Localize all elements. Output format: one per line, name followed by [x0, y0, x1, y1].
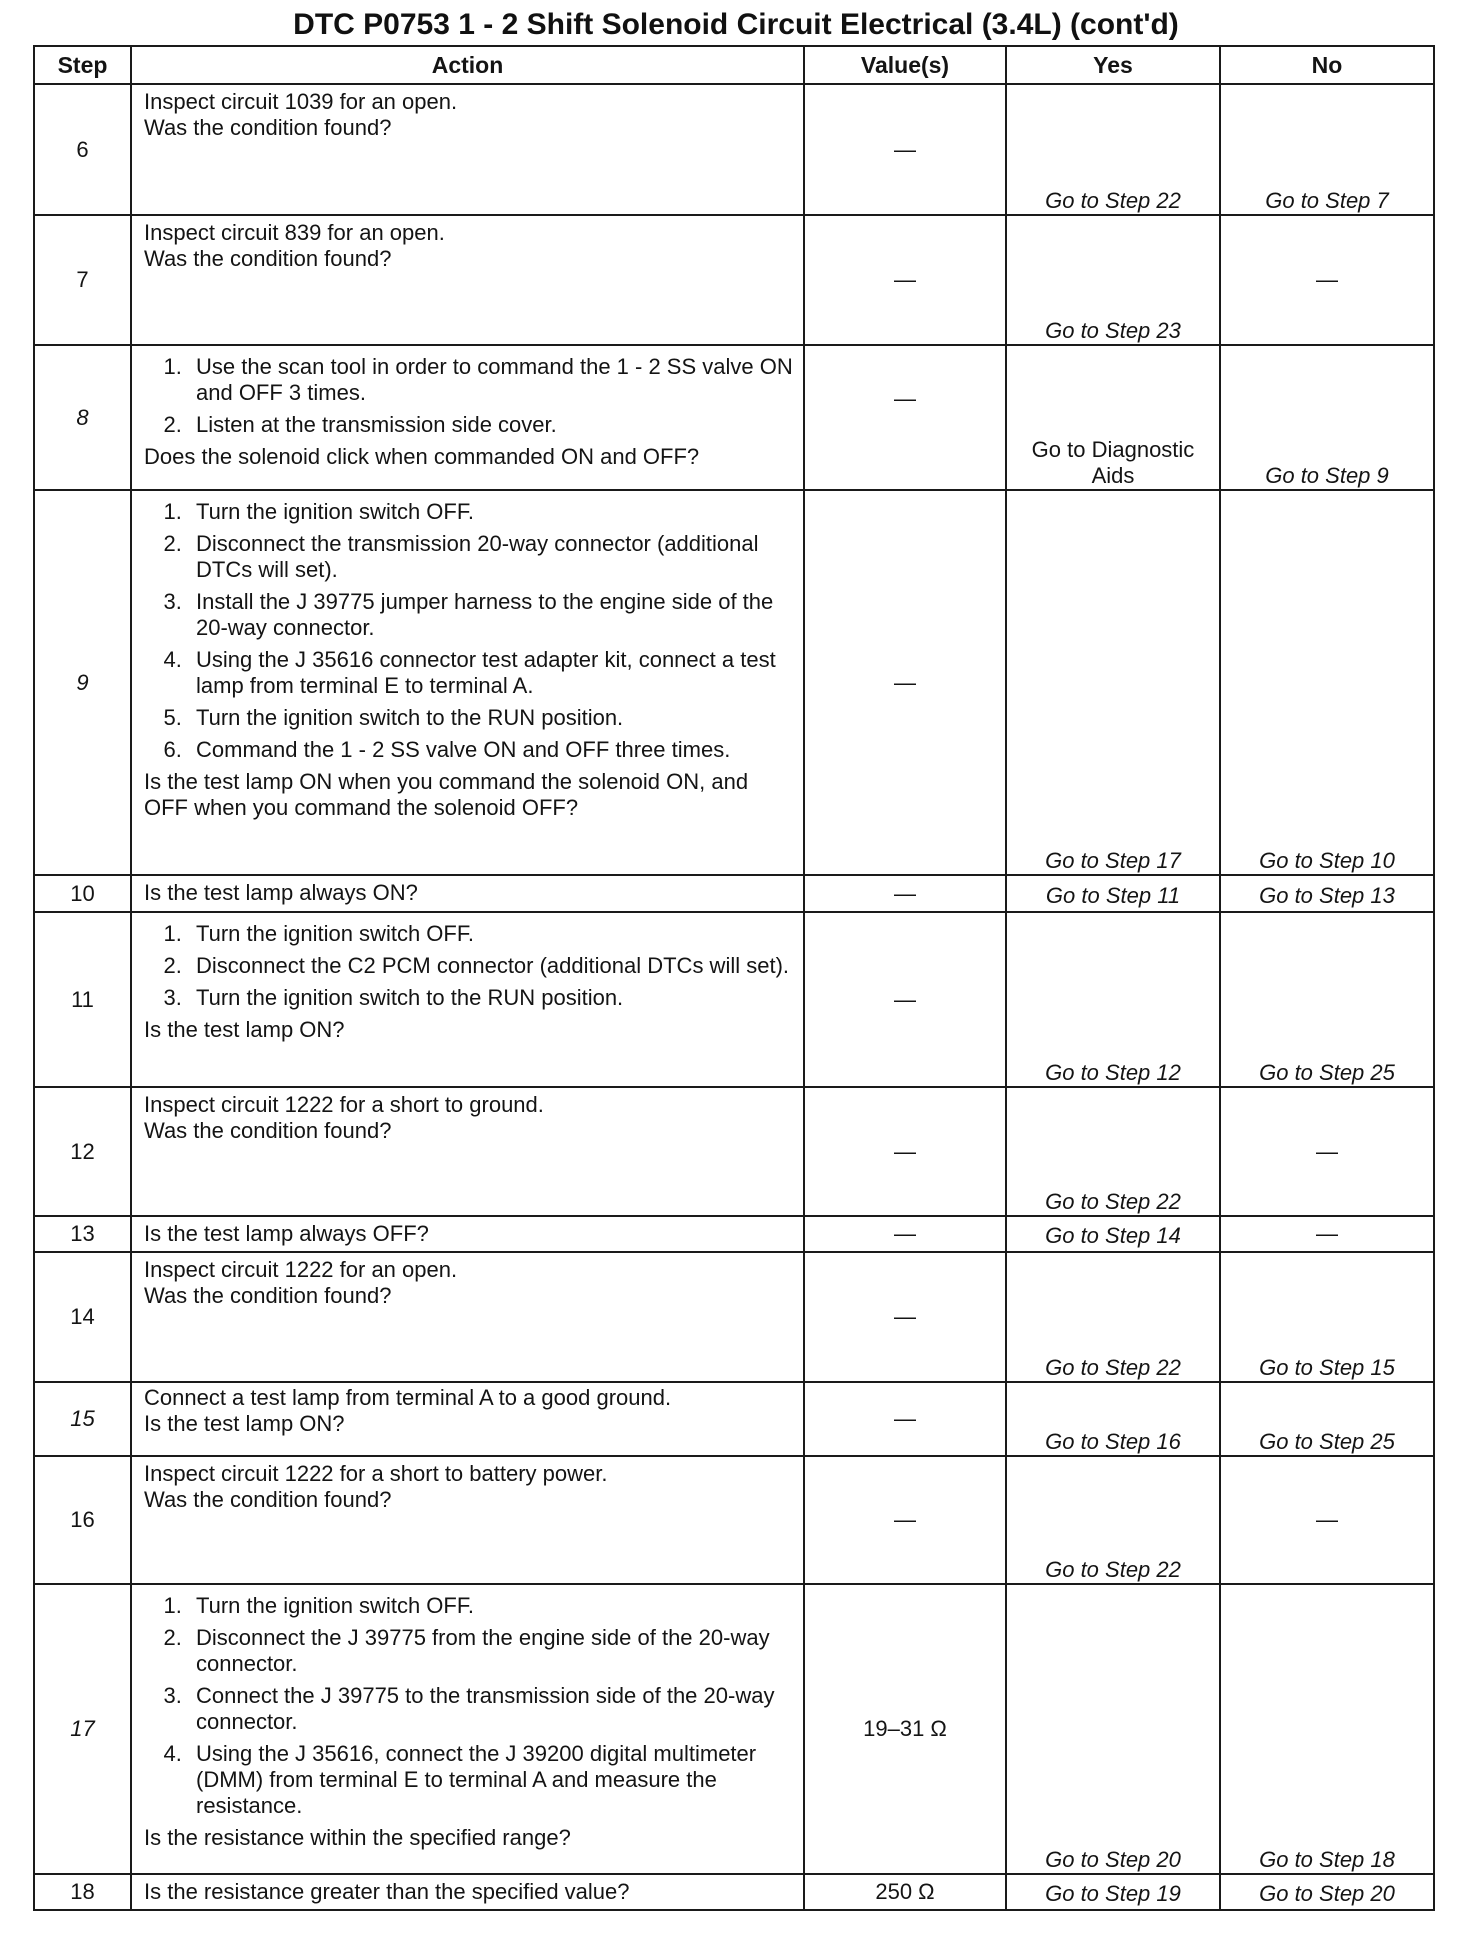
action-step-item: 1. Turn the ignition switch OFF.: [188, 499, 793, 525]
yes-cell: Go to Step 22: [1006, 1087, 1220, 1216]
step-number: 13: [34, 1216, 131, 1252]
yes-cell: Go to Step 11: [1006, 875, 1220, 912]
value-cell: —: [804, 1087, 1006, 1216]
action-cell: [131, 1087, 804, 1216]
action-step-item: 4. Using the J 35616 connector test adapter kit, connect a test lamp from terminal E to terminal A.: [188, 647, 793, 699]
yes-cell: Go to Step 22: [1006, 1456, 1220, 1584]
yes-cell: Go to Step 12: [1006, 912, 1220, 1087]
action-steps: [144, 921, 793, 1017]
no-cell: —: [1220, 1216, 1434, 1252]
action-cell: [131, 1874, 804, 1910]
table-row: [34, 1216, 1434, 1252]
action-step-item: 2. Disconnect the J 39775 from the engine side of the 20-way connector.: [188, 1625, 793, 1677]
step-number: 8: [34, 345, 131, 490]
table-row: [34, 1382, 1434, 1456]
action-question: Was the condition found?: [144, 115, 392, 140]
no-cell: —: [1220, 215, 1434, 345]
action-cell: [131, 912, 804, 1087]
table-row: [34, 215, 1434, 345]
action-cell: [131, 875, 804, 912]
action-question: Was the condition found?: [144, 1487, 392, 1512]
yes-cell: Go to Step 14: [1006, 1216, 1220, 1252]
yes-cell: Go to Step 19: [1006, 1874, 1220, 1910]
no-cell: —: [1220, 1087, 1434, 1216]
table-header-row: [34, 46, 1434, 84]
step-number: 6: [34, 84, 131, 215]
action-step-item: 3. Install the J 39775 jumper harness to the engine side of the 20-way connector.: [188, 589, 793, 641]
action-step-item: 2. Listen at the transmission side cover.: [188, 412, 793, 438]
no-cell: Go to Step 18: [1220, 1584, 1434, 1874]
value-cell: —: [804, 1382, 1006, 1456]
action-steps: [144, 499, 793, 769]
no-cell: Go to Step 15: [1220, 1252, 1434, 1382]
action-cell: [131, 1584, 804, 1874]
action-question: Is the test lamp always OFF?: [144, 1221, 429, 1246]
action-question: Was the condition found?: [144, 1118, 392, 1143]
action-question: Is the resistance greater than the specified value?: [144, 1879, 630, 1904]
no-cell: Go to Step 10: [1220, 490, 1434, 875]
action-text: Inspect circuit 839 for an open.: [144, 220, 445, 245]
no-cell: —: [1220, 1456, 1434, 1584]
action-cell: [131, 490, 804, 875]
header-no: No: [1220, 46, 1434, 84]
action-cell: [131, 1252, 804, 1382]
step-number: 18: [34, 1874, 131, 1910]
yes-cell: Go to Step 20: [1006, 1584, 1220, 1874]
action-steps: [144, 1593, 793, 1825]
step-number: 12: [34, 1087, 131, 1216]
value-cell: —: [804, 912, 1006, 1087]
action-cell: [131, 215, 804, 345]
action-step-item: 2. Disconnect the transmission 20-way connector (additional DTCs will set).: [188, 531, 793, 583]
value-cell: —: [804, 345, 1006, 490]
action-question: Is the resistance within the specified range?: [144, 1825, 571, 1850]
step-number: 15: [34, 1382, 131, 1456]
step-number: 14: [34, 1252, 131, 1382]
yes-cell: Go to Step 23: [1006, 215, 1220, 345]
action-step-item: 6. Command the 1 - 2 SS valve ON and OFF three times.: [188, 737, 793, 763]
table-row: [34, 345, 1434, 490]
step-number: 9: [34, 490, 131, 875]
table-row: [34, 1456, 1434, 1584]
value-cell: —: [804, 215, 1006, 345]
action-text: Inspect circuit 1222 for a short to battery power.: [144, 1461, 608, 1486]
yes-cell: Go to Step 17: [1006, 490, 1220, 875]
action-text: Inspect circuit 1039 for an open.: [144, 89, 458, 114]
table-row: [34, 875, 1434, 912]
action-cell: [131, 1216, 804, 1252]
action-step-item: 5. Turn the ignition switch to the RUN position.: [188, 705, 793, 731]
table-row: [34, 1252, 1434, 1382]
action-question: Is the test lamp always ON?: [144, 880, 418, 905]
value-cell: —: [804, 490, 1006, 875]
action-cell: [131, 345, 804, 490]
table-row: [34, 912, 1434, 1087]
header-step: Step: [34, 46, 131, 84]
value-cell: 19–31 Ω: [804, 1584, 1006, 1874]
table-row: [34, 490, 1434, 875]
value-cell: —: [804, 1456, 1006, 1584]
action-cell: [131, 84, 804, 215]
action-step-item: 4. Using the J 35616, connect the J 39200 digital multimeter (DMM) from terminal E to terminal A and measure the resistance.: [188, 1741, 793, 1819]
value-cell: 250 Ω: [804, 1874, 1006, 1910]
value-cell: —: [804, 84, 1006, 215]
table-row: [34, 1874, 1434, 1910]
table-row: [34, 1584, 1434, 1874]
action-cell: [131, 1456, 804, 1584]
action-step-item: 1. Turn the ignition switch OFF.: [188, 921, 793, 947]
action-steps: [144, 354, 793, 444]
step-number: 11: [34, 912, 131, 1087]
action-step-item: 3. Turn the ignition switch to the RUN position.: [188, 985, 793, 1011]
step-number: 10: [34, 875, 131, 912]
yes-cell: Go to Diagnostic Aids: [1006, 345, 1220, 490]
action-question: Is the test lamp ON when you command the solenoid ON, and OFF when you command the solenoid OFF?: [144, 769, 749, 820]
action-step-item: 3. Connect the J 39775 to the transmission side of the 20-way connector.: [188, 1683, 793, 1735]
no-cell: Go to Step 25: [1220, 1382, 1434, 1456]
value-cell: —: [804, 1252, 1006, 1382]
action-step-item: 2. Disconnect the C2 PCM connector (additional DTCs will set).: [188, 953, 793, 979]
action-text: Connect a test lamp from terminal A to a good ground.: [144, 1385, 672, 1410]
action-question: Is the test lamp ON?: [144, 1411, 345, 1436]
action-question: Is the test lamp ON?: [144, 1017, 345, 1042]
diagnostic-table: [33, 45, 1435, 1911]
no-cell: Go to Step 20: [1220, 1874, 1434, 1910]
header-action: Action: [131, 46, 804, 84]
step-number: 17: [34, 1584, 131, 1874]
action-question: Was the condition found?: [144, 246, 392, 271]
action-question: Was the condition found?: [144, 1283, 392, 1308]
yes-cell: Go to Step 22: [1006, 1252, 1220, 1382]
yes-cell: Go to Step 22: [1006, 84, 1220, 215]
page-title: DTC P0753 1 - 2 Shift Solenoid Circuit Electrical (3.4L) (cont'd): [293, 8, 1179, 41]
header-values: Value(s): [804, 46, 1006, 84]
value-cell: —: [804, 875, 1006, 912]
no-cell: Go to Step 13: [1220, 875, 1434, 912]
no-cell: Go to Step 9: [1220, 345, 1434, 490]
action-cell: [131, 1382, 804, 1456]
no-cell: Go to Step 25: [1220, 912, 1434, 1087]
action-text: Inspect circuit 1222 for a short to ground.: [144, 1092, 544, 1117]
action-text: Inspect circuit 1222 for an open.: [144, 1257, 458, 1282]
value-cell: —: [804, 1216, 1006, 1252]
action-question: Does the solenoid click when commanded ON and OFF?: [144, 444, 700, 469]
action-step-item: 1. Use the scan tool in order to command the 1 - 2 SS valve ON and OFF 3 times.: [188, 354, 793, 406]
table-row: [34, 84, 1434, 215]
table-row: [34, 1087, 1434, 1216]
no-cell: Go to Step 7: [1220, 84, 1434, 215]
header-yes: Yes: [1006, 46, 1220, 84]
step-number: 7: [34, 215, 131, 345]
action-step-item: 1. Turn the ignition switch OFF.: [188, 1593, 793, 1619]
step-number: 16: [34, 1456, 131, 1584]
yes-cell: Go to Step 16: [1006, 1382, 1220, 1456]
